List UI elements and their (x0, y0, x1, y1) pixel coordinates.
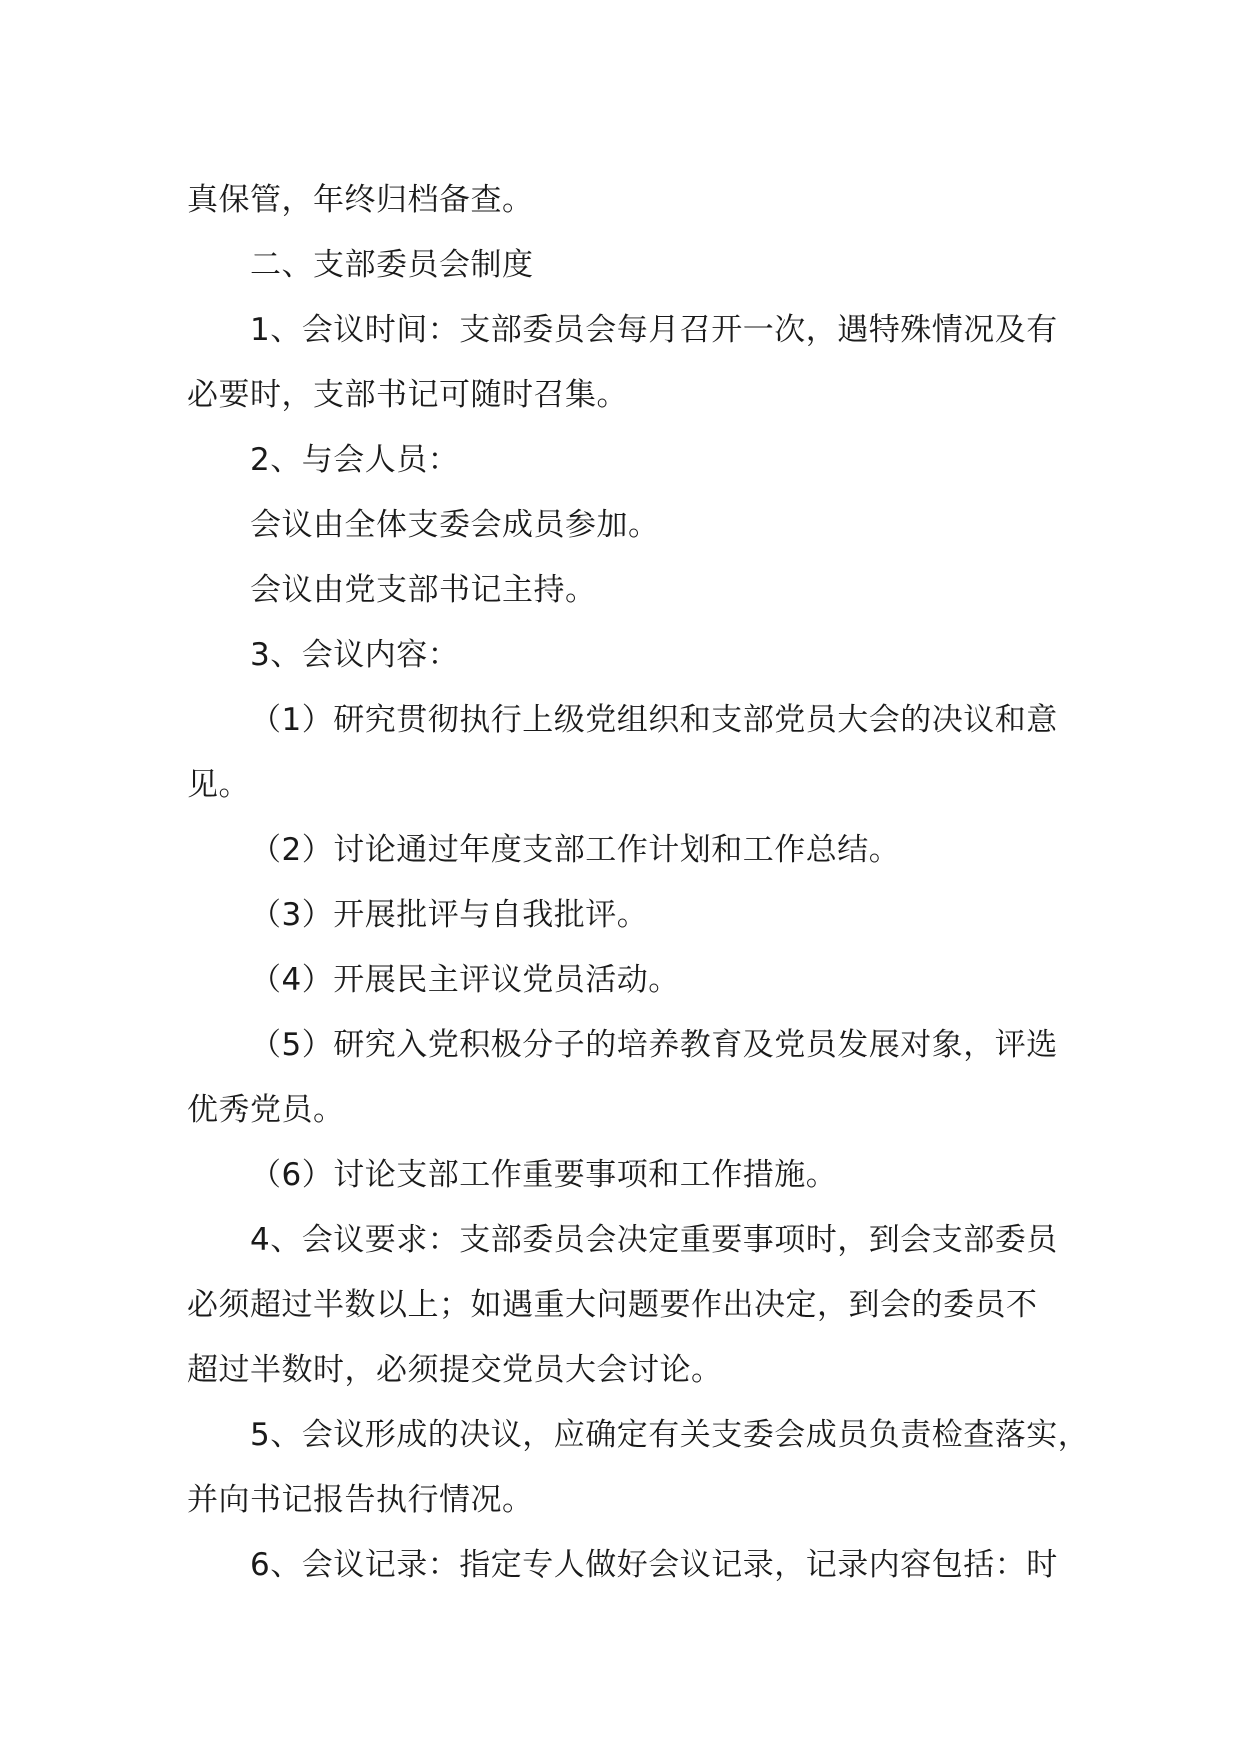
text-line: 5、会议形成的决议，应确定有关支委会成员负责检查落实， (250, 1417, 1090, 1453)
text-line: 6、会议记录：指定专人做好会议记录，记录内容包括：时 (250, 1547, 1058, 1583)
text-line: 见。 (187, 767, 250, 803)
list-item: （4）开展民主评议党员活动。 (250, 962, 680, 998)
text-line: 真保管，年终归档备查。 (187, 182, 534, 218)
text-line: 3、会议内容： (250, 637, 460, 673)
text-line: 1、会议时间：支部委员会每月召开一次，遇特殊情况及有 (250, 312, 1058, 348)
list-item: （2）讨论通过年度支部工作计划和工作总结。 (250, 832, 901, 868)
text-line: 会议由全体支委会成员参加。 (250, 507, 660, 543)
text-line: 2、与会人员： (250, 442, 460, 478)
text-line: 超过半数时，必须提交党员大会讨论。 (187, 1352, 723, 1388)
list-item: （5）研究入党积极分子的培养教育及党员发展对象，评选 (250, 1027, 1058, 1063)
list-item: （6）讨论支部工作重要事项和工作措施。 (250, 1157, 838, 1193)
text-line: 优秀党员。 (187, 1092, 345, 1128)
text-line: 并向书记报告执行情况。 (187, 1482, 534, 1518)
text-line: 4、会议要求：支部委员会决定重要事项时，到会支部委员 (250, 1222, 1058, 1258)
text-line: 会议由党支部书记主持。 (250, 572, 597, 608)
list-item: （1）研究贯彻执行上级党组织和支部党员大会的决议和意 (250, 702, 1058, 738)
list-item: （3）开展批评与自我批评。 (250, 897, 649, 933)
document-body (187, 168, 1090, 1598)
text-line: 必要时，支部书记可随时召集。 (187, 377, 628, 413)
section-heading: 二、支部委员会制度 (250, 247, 534, 283)
text-line: 必须超过半数以上；如遇重大问题要作出决定，到会的委员不 (187, 1287, 1038, 1323)
